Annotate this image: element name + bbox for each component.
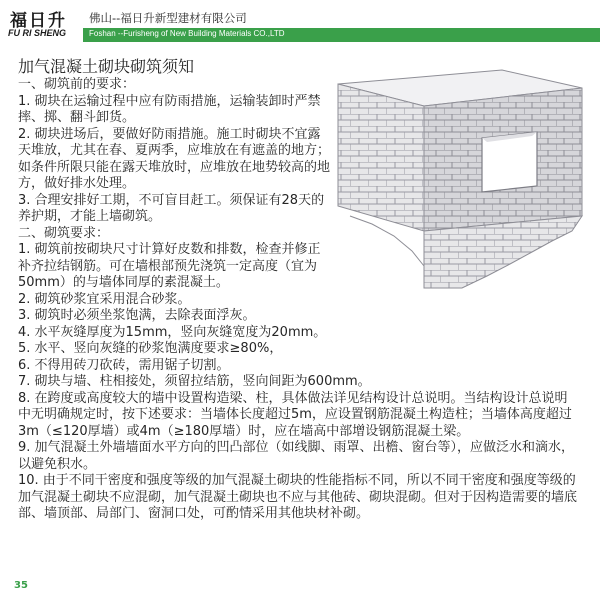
paragraph: 6. 不得用砖刀砍砖，需用锯子切割。 <box>18 357 230 373</box>
page-number: 35 <box>14 580 28 591</box>
document-body <box>18 77 578 523</box>
company-banner <box>83 8 600 42</box>
section-heading: 一、砌筑前的要求： <box>18 77 136 92</box>
paragraph: 1. 砌块在运输过程中应有防雨措施，运输装卸时严禁摔、掷、翻斗卸货。 <box>18 93 321 125</box>
paragraph: 8. 在跨度或高度较大的墙中设置构造梁、柱，具体做法详见结构设计总说明。当结构设计总说明中无明确规定时，按下述要求：当墙体长度超过5m，应设置钢筋混凝土构造柱；当墙体高度超过3m（≤120厚墙）或4m（≥180厚墙）时，应在墙高中部增设钢筋混凝土梁。 <box>18 390 572 439</box>
paragraph: 3. 砌筑时必须坐浆饱满，去除表面浮灰。 <box>18 308 256 323</box>
paragraph: 4. 水平灰缝厚度为15mm，竖向灰缝宽度为20mm。 <box>18 324 327 340</box>
paragraph: 2. 砌块进场后，要做好防雨措施。施工时砌块不宜露天堆放，尤其在春、夏两季，应堆放在有遮盖的地方；如条件所限只能在露天堆放时，应堆放在地势较高的地方，做好排水处理。 <box>18 126 331 191</box>
paragraph: 1. 砌筑前按砌块尺寸计算好皮数和排数，检查并修正补齐拉结钢筋。可在墙根部预先浇筑一定高度（宜为50mm）的与墙体同厚的素混凝土。 <box>18 242 321 290</box>
document-title: 加气混凝土砌块砌筑须知 <box>18 57 195 76</box>
paragraph: 7. 砌块与墙、柱相接处，须留拉结筋，竖向间距为600mm。 <box>18 374 371 389</box>
green-accent-bar <box>83 28 600 42</box>
company-name-cn: 佛山--福日升新型建材有限公司 <box>89 11 247 25</box>
paragraph: 3. 合理安排好工期，不可盲目赶工。须保证有28天的养护期，才能上墙砌筑。 <box>18 192 325 224</box>
page-header <box>0 0 600 46</box>
company-logo: 福日升 <box>10 11 67 31</box>
paragraph: 5. 水平、竖向灰缝的砂浆饱满度要求≥80%， <box>18 341 283 356</box>
section-heading: 二、砌筑要求： <box>18 225 110 241</box>
paragraph: 10. 由于不同干密度和强度等级的加气混凝土砌块的性能指标不同，所以不同干密度和强度等级的加气混凝土砌块不应混砌，加气混凝土砌块也不应与其他砖、砌块混砌。但对于因构造需要的墙底部、墙顶部、局部门、窗洞口处，可酌情采用其他块材补砌。 <box>18 473 578 521</box>
paragraph: 2. 砌筑砂浆宜采用混合砂浆。 <box>18 291 191 307</box>
company-logo-english: FU RI SHENG <box>8 28 67 38</box>
company-name-en: Foshan --Furisheng of New Building Materials CO.,LTD <box>89 29 285 38</box>
paragraph: 9. 加气混凝土外墙墙面水平方向的凹凸部位（如线脚、雨罩、出檐、窗台等），应做泛水和滴水，以避免积水。 <box>18 440 575 472</box>
